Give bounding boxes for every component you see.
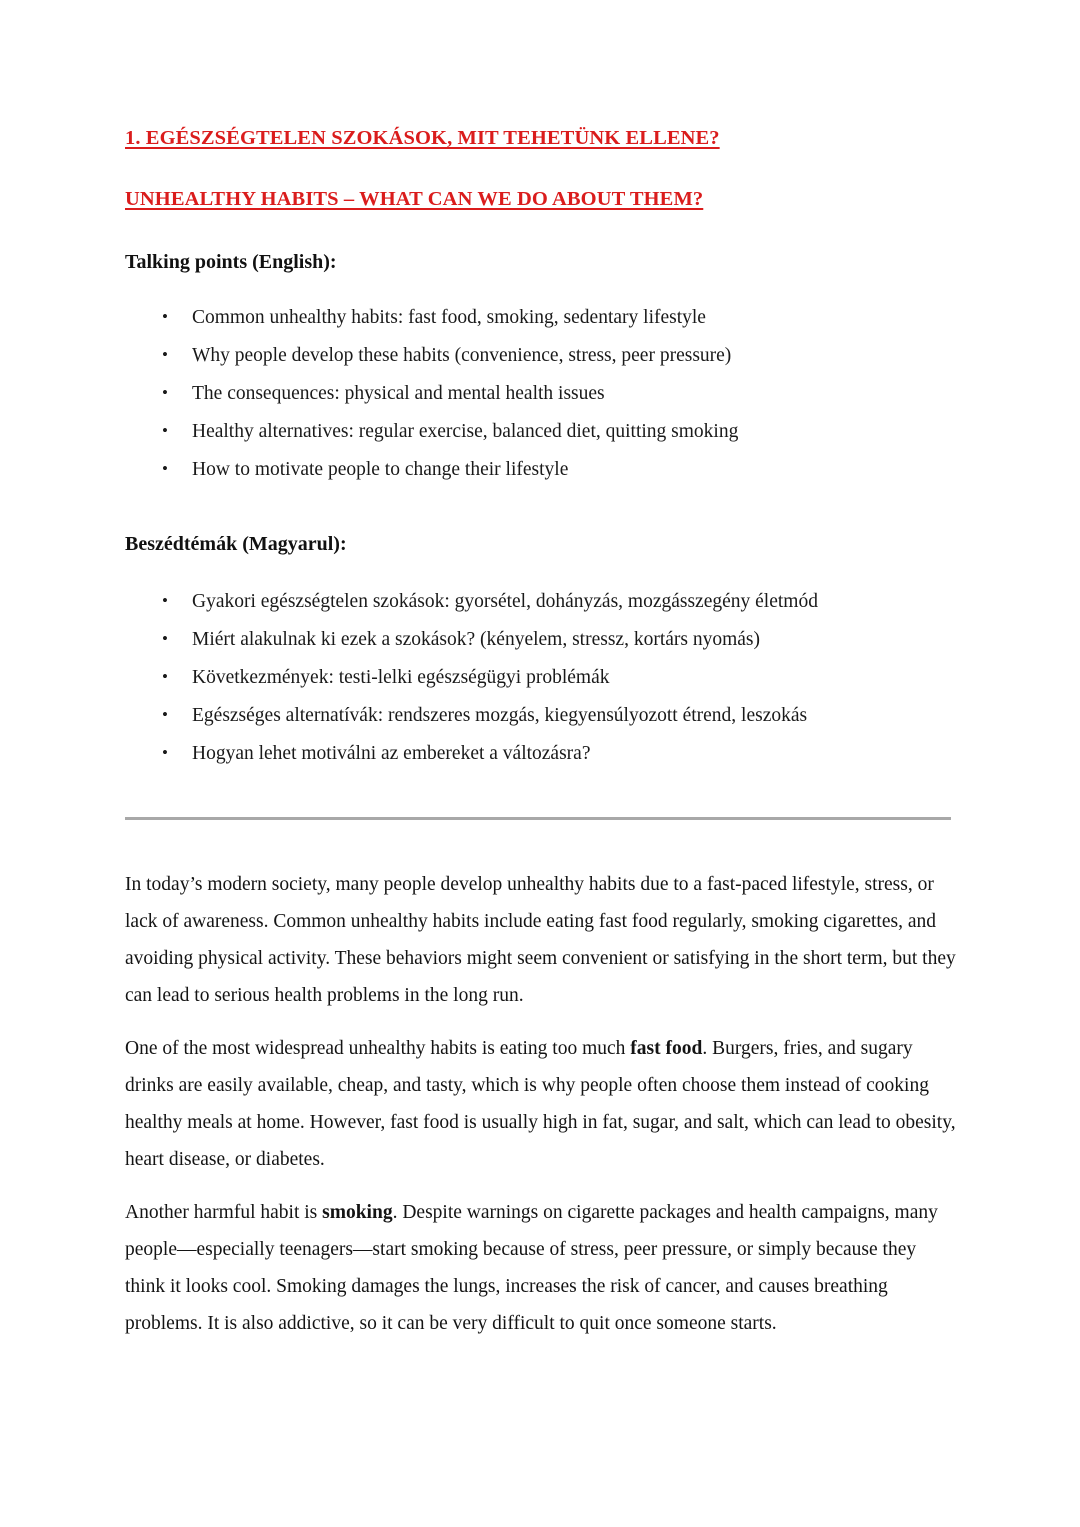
paragraph-3-emphasis: smoking: [322, 1202, 393, 1223]
essay-paragraph-1: In today’s modern society, many people develop unhealthy habits due to a fast-paced lifestyle, stress, or lack of awareness. Common unhealthy habits include eating fast food regularly, smoking cigarettes, and avoiding physical activity. These behaviors might seem convenient or satisfying in the short term, but they can lead to serious health problems in the long run.: [125, 874, 956, 1006]
document-content: [125, 128, 958, 1342]
list-item: • Egészséges alternatívák: rendszeres mozgás, kiegyensúlyozott étrend, leszokás: [125, 697, 958, 735]
list-item: • Why people develop these habits (convenience, stress, peer pressure): [125, 337, 958, 375]
paragraph-2-emphasis: fast food: [630, 1038, 703, 1059]
list-item: • How to motivate people to change their lifestyle: [125, 451, 958, 489]
essay-paragraph-2: [125, 1030, 958, 1178]
list-item: • Miért alakulnak ki ezek a szokások? (kényelem, stressz, kortárs nyomás): [125, 621, 958, 659]
talking-points-english-list: [125, 299, 958, 489]
page-title-hungarian: 1. EGÉSZSÉGTELEN SZOKÁSOK, MIT TEHETÜNK ELLENE?: [125, 127, 720, 149]
talking-points-english-label: Talking points (English):: [125, 251, 337, 273]
list-item: • Healthy alternatives: regular exercise, balanced diet, quitting smoking: [125, 413, 958, 451]
list-item: • Common unhealthy habits: fast food, smoking, sedentary lifestyle: [125, 299, 958, 337]
talking-points-hungarian-list: [125, 583, 958, 773]
list-item: • Gyakori egészségtelen szokások: gyorsétel, dohányzás, mozgásszegény életmód: [125, 583, 958, 621]
list-item: • The consequences: physical and mental health issues: [125, 375, 958, 413]
paragraph-2-text-before: One of the most widespread unhealthy habits is eating too much: [125, 1038, 631, 1059]
list-item: • Következmények: testi-lelki egészségügyi problémák: [125, 659, 958, 697]
essay-paragraph-3: [125, 1194, 958, 1342]
paragraph-3-text-after: . Despite warnings on cigarette packages and health campaigns, many people—especially teenagers—start smoking because of stress, peer pressure, or simply because they think it looks cool. Smoking damages the lungs, increases the risk of cancer, and causes breathing problems. It is also addictive, so it can be very difficult to quit once someone starts.: [125, 1202, 938, 1334]
paragraph-2-text-after: . Burgers, fries, and sugary drinks are easily available, cheap, and tasty, which is why people often choose them instead of cooking healthy meals at home. However, fast food is usually high in fat, sugar, and salt, which can lead to obesity, heart disease, or diabetes.: [125, 1038, 956, 1170]
paragraph-3-text-before: Another harmful habit is: [125, 1202, 323, 1223]
list-item: • Hogyan lehet motiválni az embereket a változásra?: [125, 735, 958, 773]
page-title-english: UNHEALTHY HABITS – WHAT CAN WE DO ABOUT THEM?: [125, 187, 704, 210]
talking-points-hungarian-label: Beszédtémák (Magyarul):: [125, 533, 347, 555]
section-divider: [125, 817, 951, 820]
